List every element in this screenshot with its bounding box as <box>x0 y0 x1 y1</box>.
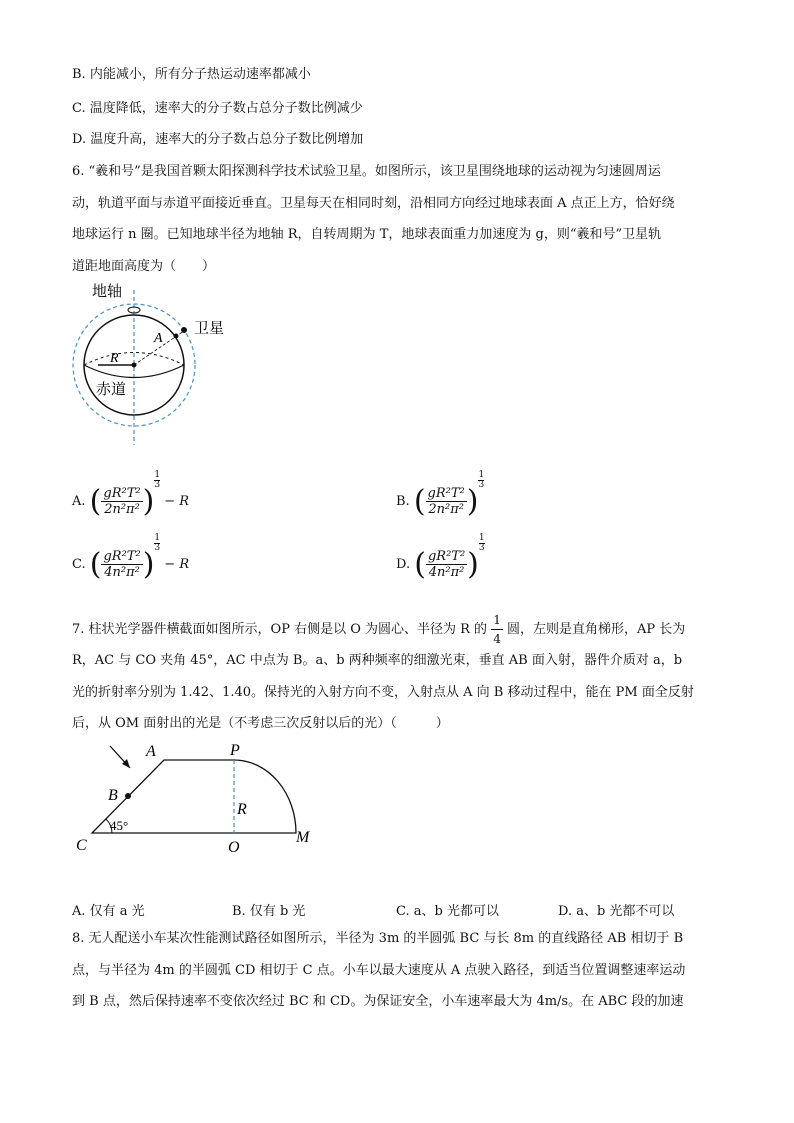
q6-option-a: A. ( $\frac{\text{gR²T²}}{\text{2n²π²}}$ ) $\frac{1}{3}$ − R <box>72 470 190 519</box>
fraction-numerator: gR²T² <box>427 486 465 501</box>
fraction-numerator: gR²T² <box>103 549 141 564</box>
exponent-denominator: 3 <box>478 543 485 553</box>
q6-earth-figure <box>70 280 240 450</box>
label-m: M <box>296 829 310 846</box>
q6-option-d: D. ( $\frac{\text{gR²T²}}{\text{4n²π²}}$ ) $\frac{1}{3}$ <box>396 533 485 582</box>
exponent-denominator: 3 <box>478 480 485 490</box>
q6-stem-line-1: 6. “羲和号”是我国首颗太阳探测科学技术试验卫星。如图所示，该卫星围绕地球的运动视为匀速圆周运 <box>72 164 661 179</box>
exponent-numerator: 1 <box>154 470 161 480</box>
fraction-numerator: 1 <box>491 611 503 630</box>
label-a: A <box>146 743 156 760</box>
option-tail: − R <box>164 557 190 572</box>
fraction-denominator: 4n²π² <box>428 565 465 580</box>
q6-option-b: B. ( $\frac{\text{gR²T²}}{\text{2n²π²}}$ ) $\frac{1}{3}$ <box>396 470 485 519</box>
label-c: C <box>76 837 87 854</box>
option-letter: D. <box>396 557 411 572</box>
q8-stem-line-1: 8. 无人配送小车某次性能测试路径如图所示，半径为 3m 的半圆弧 BC 与长 8m 的直线路径 AB 相切于 B <box>72 931 684 946</box>
point-b <box>125 793 131 799</box>
q5-option-c: C. 温度降低，速率大的分子数占总分子数比例减少 <box>72 101 363 116</box>
q7-option-a: A. 仅有 a 光 <box>72 904 145 919</box>
q7-optical-device-figure <box>70 738 330 858</box>
q6-stem-line-4: 道距地面高度为（ ） <box>72 259 216 274</box>
q6-option-c: C. ( $\frac{\text{gR²T²}}{\text{4n²π²}}$ ) $\frac{1}{3}$ − R <box>72 533 190 582</box>
option-tail: − R <box>164 494 190 509</box>
q7-stem-line-1 <box>72 611 685 648</box>
exponent-denominator: 3 <box>154 480 161 490</box>
q7-text-part-1: 7. 柱状光学器件横截面如图所示，OP 右侧是以 O 为圆心、半径为 R 的 <box>72 622 488 637</box>
label-r: R <box>237 801 247 818</box>
q7-option-d: D. a、b 光都不可以 <box>558 904 675 919</box>
label-p: P <box>230 742 240 759</box>
q7-stem-line-2: R，AC 与 CO 夹角 45°，AC 中点为 B。a、b 两种频率的细激光束，垂直 AB 面入射，器件介质对 a，b <box>72 653 683 668</box>
label-angle: 45° <box>110 818 129 833</box>
label-b: B <box>108 787 118 804</box>
point-a-label: A <box>154 331 163 346</box>
q6-stem-line-3: 地球运行 n 圈。已知地球半径为地轴 R，自转周期为 T，地球表面重力加速度为 g，则“羲和号”卫星轨 <box>72 227 662 242</box>
option-letter: B. <box>396 494 410 509</box>
q7-text-part-2: 圆，左则是直角梯形，AP 长为 <box>506 622 686 637</box>
q8-stem-line-2: 点，与半径为 4m 的半圆弧 CD 相切于 C 点。小车以最大速度从 A 点驶入路径，到适当位置调整速率运动 <box>72 963 686 978</box>
q7-option-b: B. 仅有 b 光 <box>232 904 306 919</box>
option-letter: C. <box>72 557 86 572</box>
fraction-denominator: 4 <box>493 632 501 646</box>
satellite-dot <box>181 327 187 333</box>
radius-label: R <box>110 351 119 366</box>
q7-stem-line-3: 光的折射率分别为 1.42、1.40。保持光的入射方向不变，入射点从 A 向 B 移动过程中，能在 PM 面全反射 <box>72 685 694 700</box>
fraction-numerator: gR²T² <box>103 486 141 501</box>
fraction-numerator: gR²T² <box>427 549 466 564</box>
q7-stem-line-4: 后，从 OM 面射出的光是（不考虑三次反射以后的光）（ ） <box>72 716 449 731</box>
q6-stem-line-2: 动，轨道平面与赤道平面接近垂直。卫星每天在相同时刻，沿相同方向经过地球表面 A 点正上方，恰好绕 <box>72 196 675 211</box>
fraction-denominator: 2n²π² <box>104 502 140 517</box>
fraction-denominator: 2n²π² <box>428 502 464 517</box>
option-letter: A. <box>72 494 86 509</box>
q7-option-c: C. a、b 光都可以 <box>396 904 499 919</box>
exponent-numerator: 1 <box>478 533 485 543</box>
satellite-label: 卫星 <box>194 321 225 337</box>
equator-label: 赤道 <box>96 382 127 398</box>
axis-label: 地轴 <box>92 284 123 300</box>
q5-option-b: B. 内能减小，所有分子热运动速率都减小 <box>72 67 311 82</box>
fraction-denominator: 4n²π² <box>104 565 140 580</box>
q8-stem-line-3: 到 B 点，然后保持速率不变依次经过 BC 和 CD。为保证安全，小车速率最大为 4m/s。在 ABC 段的加速 <box>72 994 684 1009</box>
label-o: O <box>228 839 240 856</box>
exponent-denominator: 3 <box>154 543 161 553</box>
exponent-numerator: 1 <box>478 470 485 480</box>
exponent-numerator: 1 <box>154 533 161 543</box>
point-a <box>174 334 179 339</box>
q5-option-d: D. 温度升高，速率大的分子数占总分子数比例增加 <box>72 132 364 147</box>
